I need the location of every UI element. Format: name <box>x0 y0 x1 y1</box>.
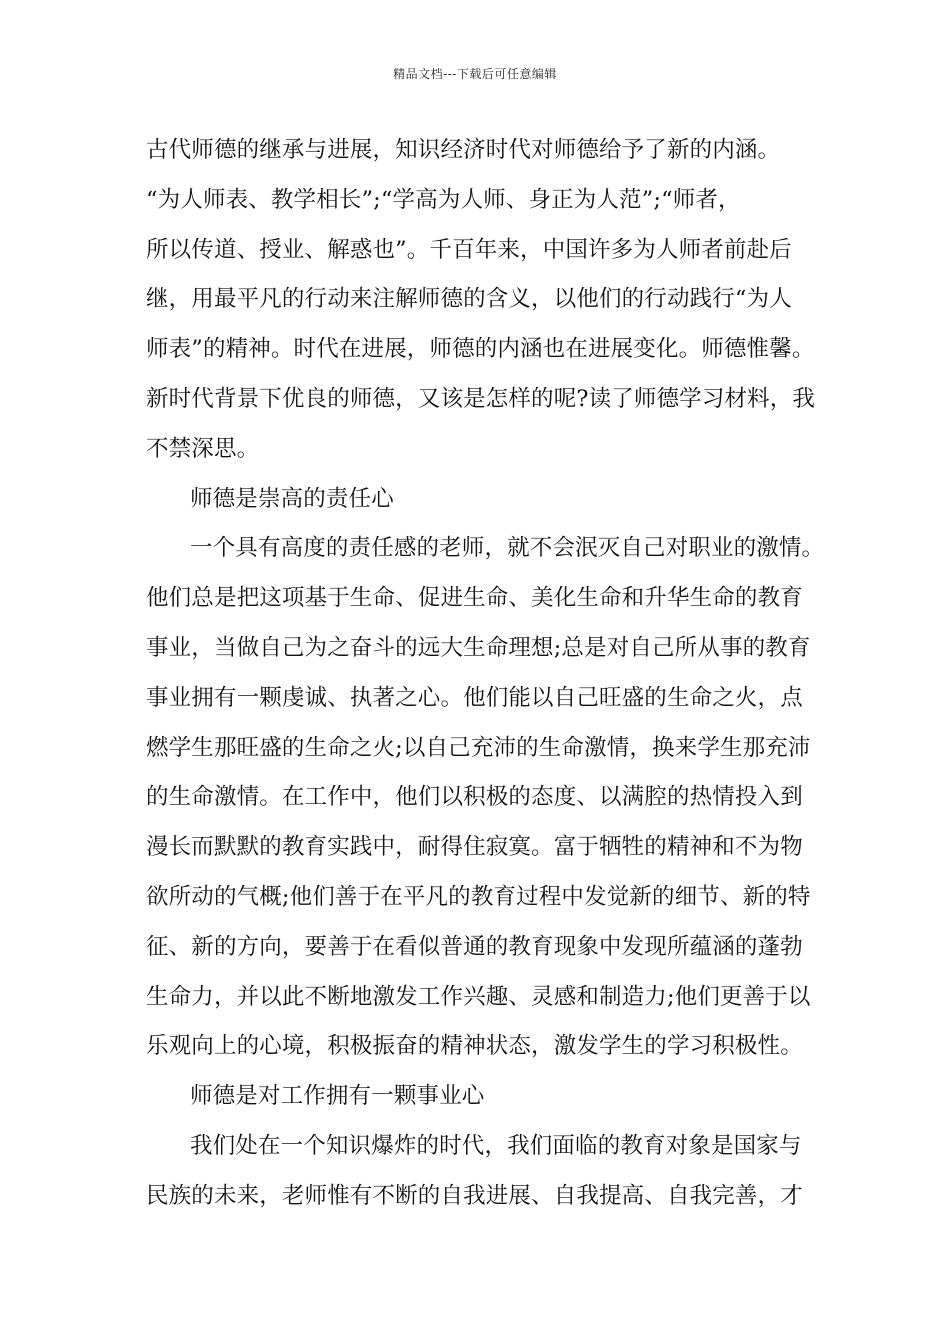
section-heading-dedication: 师德是对工作拥有一颗事业心 <box>190 1083 485 1110</box>
text-line: 漫长而默默的教育实践中，耐得住寂寞。富于牺牲的精神和不为物 <box>146 834 803 861</box>
text-line: 一个具有高度的责任感的老师，就不会泯灭自己对职业的激情。 <box>190 535 825 562</box>
text-line: 乐观向上的心境，积极振奋的精神状态，激发学生的学习积极性。 <box>146 1033 803 1060</box>
intro-paragraph <box>146 126 836 475</box>
text-line: “为人师表、教学相长”;“学高为人师、身正为人范”;“师者， <box>146 186 741 213</box>
text-line: 古代师德的继承与进展，知识经济时代对师德给予了新的内涵。 <box>146 137 781 163</box>
text-line: 欲所动的气概;他们善于在平凡的教育过程中发觉新的细节、新的特 <box>146 883 811 910</box>
text-line: 征、新的方向，要善于在看似普通的教育现象中发现所蕴涵的蓬勃 <box>146 933 803 960</box>
text-line: 他们总是把这项基于生命、促进生命、美化生命和升华生命的教育 <box>146 585 803 612</box>
text-line: 事业拥有一颗虔诚、执著之心。他们能以自己旺盛的生命之火，点 <box>146 684 803 711</box>
text-line: 生命力，并以此不断地激发工作兴趣、灵感和制造力;他们更善于以 <box>146 983 811 1010</box>
text-line: 民族的未来，老师惟有不断的自我进展、自我提高、自我完善，才 <box>146 1182 803 1209</box>
text-line: 继，用最平凡的行动来注解师德的含义，以他们的行动践行“为人 <box>146 286 792 313</box>
text-line: 师表”的精神。时代在进展，师德的内涵也在进展变化。师德惟馨。 <box>146 336 815 363</box>
text-line: 新时代背景下优良的师德，又该是怎样的呢?读了师德学习材料，我 <box>146 385 816 412</box>
text-line: 所以传道、授业、解惑也”。千百年来，中国许多为人师者前赴后 <box>146 236 792 263</box>
text-line: 不禁深思。 <box>146 435 260 462</box>
section-paragraph-dedication <box>146 1122 836 1222</box>
page-header: 精品文档---下载后可任意编辑 <box>393 67 557 81</box>
text-line: 事业，当做自己为之奋斗的远大生命理想;总是对自己所从事的教育 <box>146 634 811 661</box>
text-line: 的生命激情。在工作中，他们以积极的态度、以满腔的热情投入到 <box>146 784 803 811</box>
text-line: 燃学生那旺盛的生命之火;以自己充沛的生命激情，换来学生那充沛 <box>146 734 811 761</box>
document-body <box>146 126 836 1222</box>
section-paragraph-responsibility <box>146 524 836 1072</box>
text-line: 我们处在一个知识爆炸的时代，我们面临的教育对象是国家与 <box>190 1132 802 1159</box>
section-heading-responsibility: 师德是崇高的责任心 <box>190 485 394 512</box>
